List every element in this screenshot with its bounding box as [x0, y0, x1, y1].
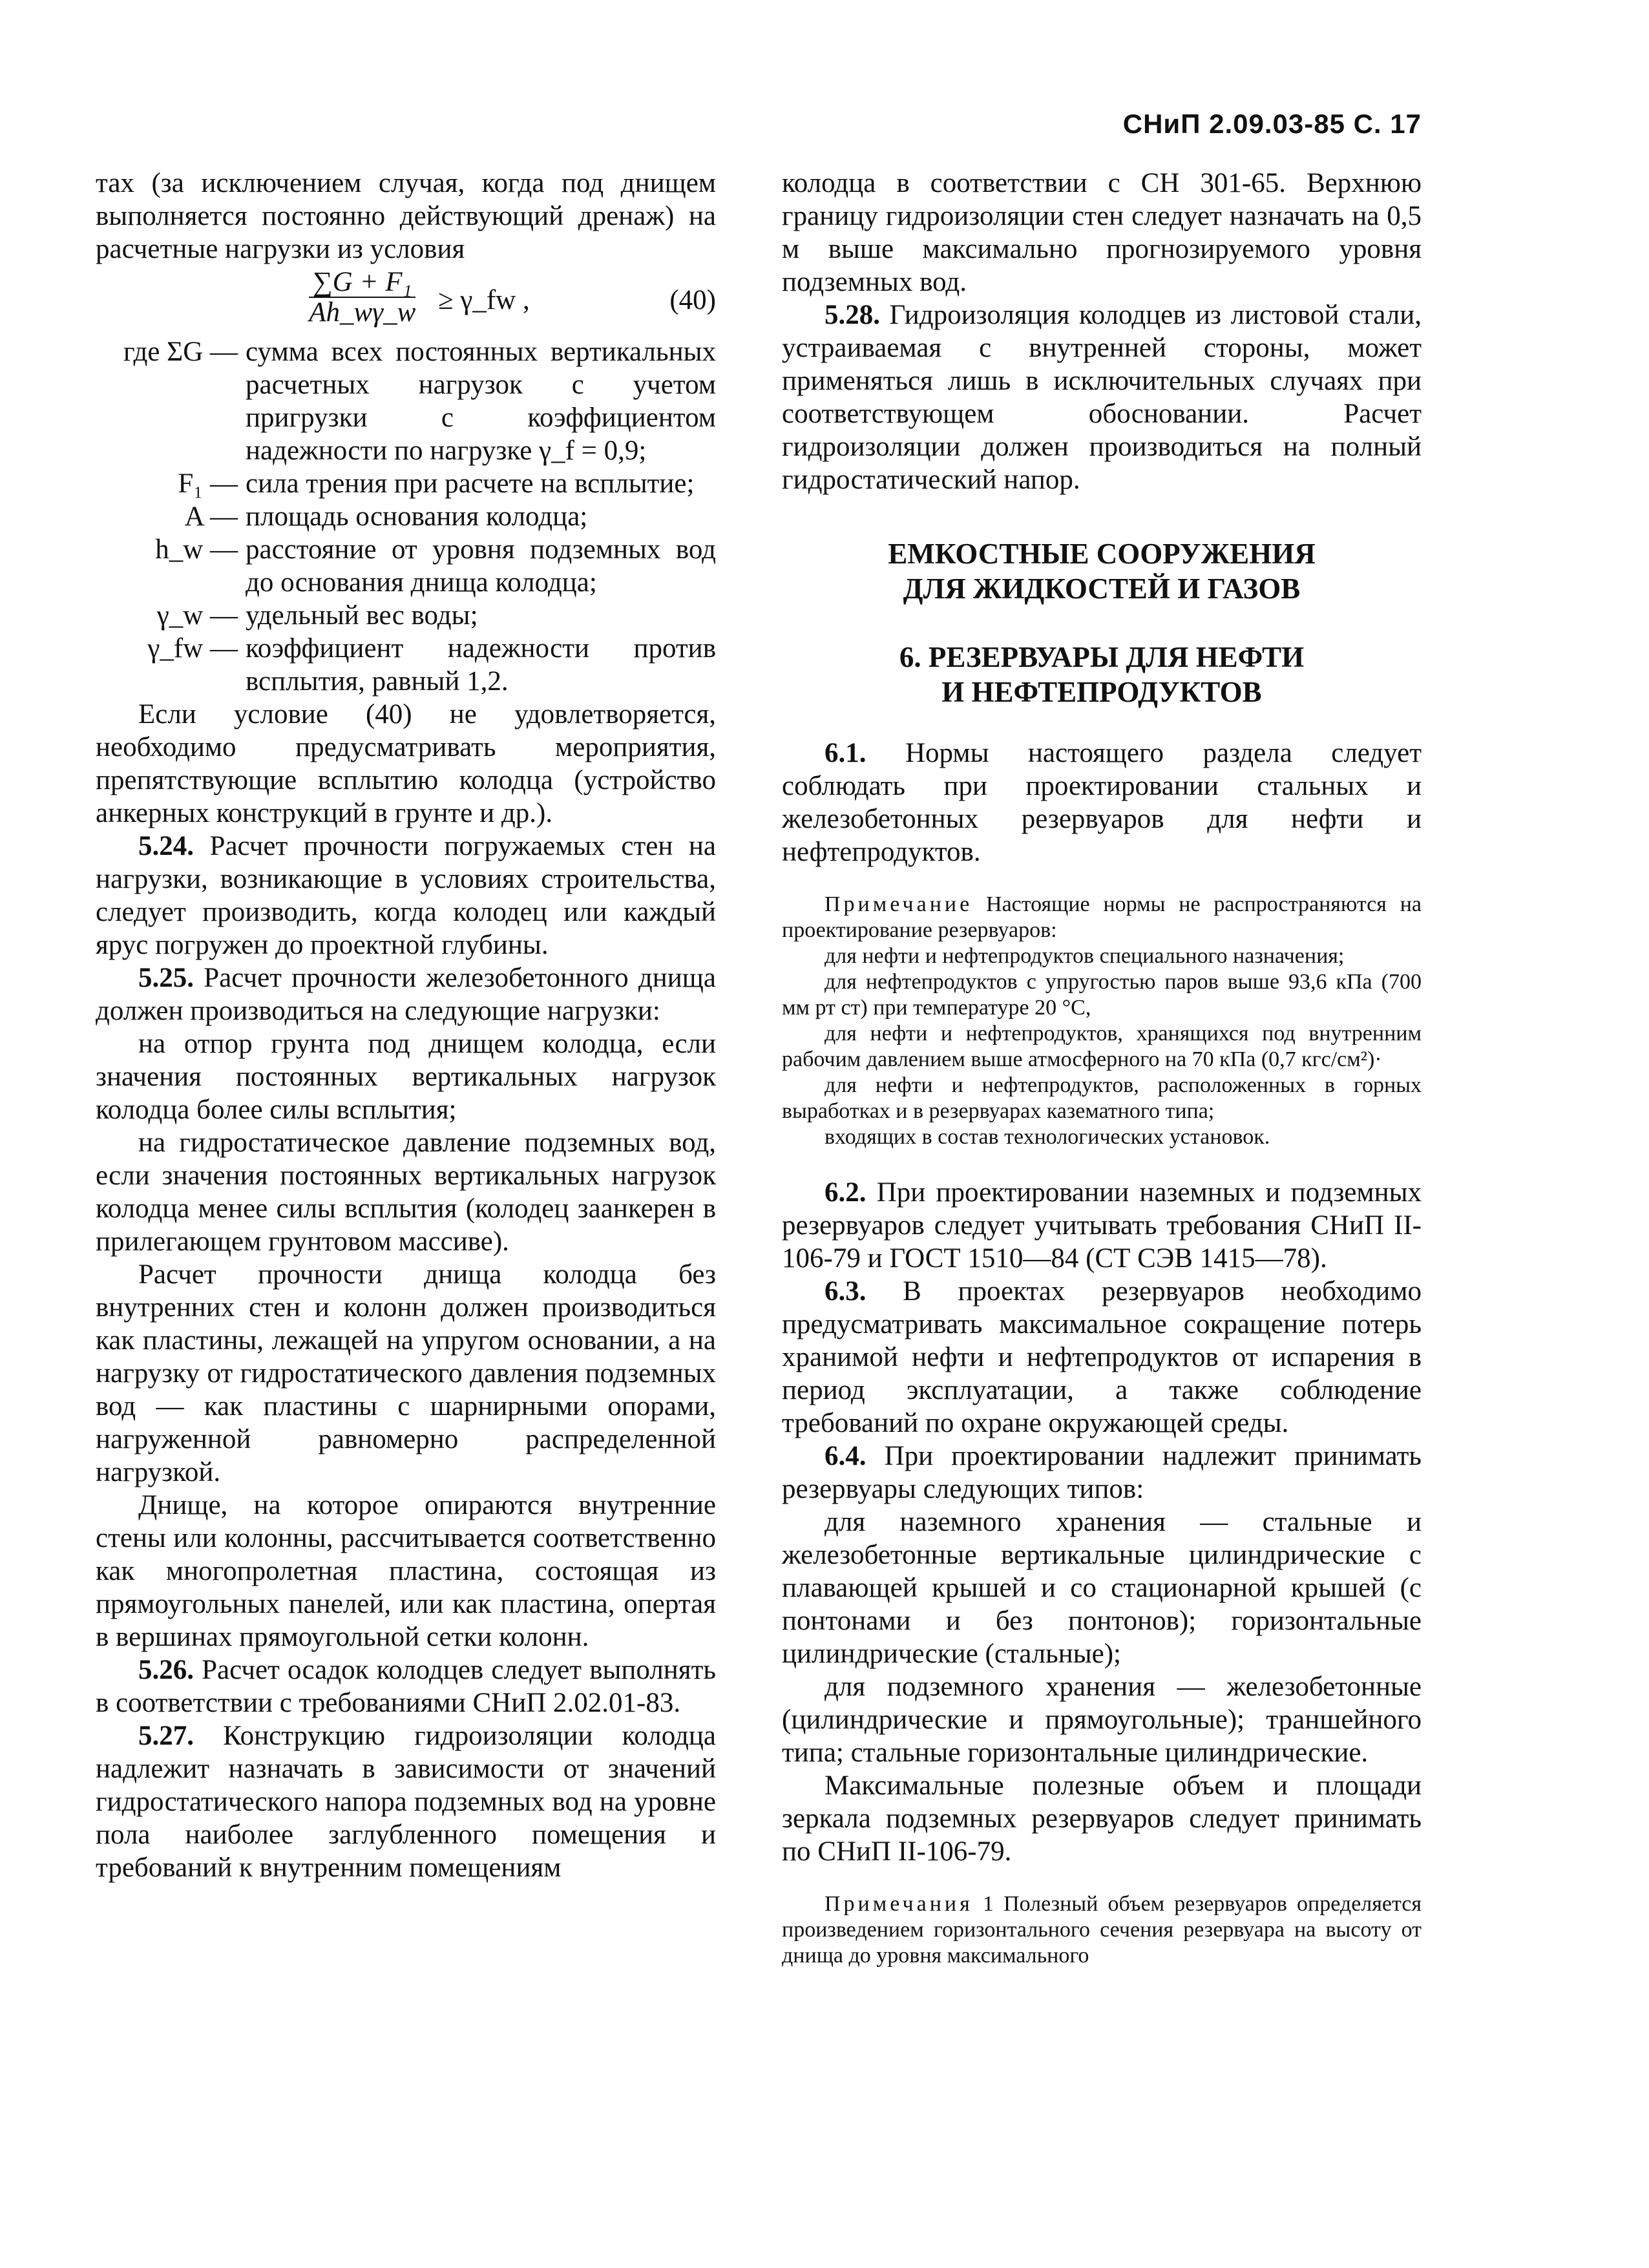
note-block: [782, 892, 1422, 1150]
note-item: для нефти и нефтепродуктов специального назначения;: [824, 944, 1345, 968]
clause-5-27: [96, 1719, 716, 1884]
note-text: Настоящие нормы не распространяются на проектирование резервуаров:: [782, 892, 1422, 942]
clause-5-26: [96, 1654, 716, 1719]
definition-text: сумма всех постоянных вертикальных расчетных нагрузок с учетом пригрузки с коэффициентом надежности по нагрузке γ_f = 0,9;: [246, 337, 716, 466]
note-item: для нефтепродуктов с упругостью паров выше 93,6 кПа (700 мм рт ст) при температуре 20 °С,: [782, 970, 1422, 1020]
paragraph: Максимальные полезные объем и площади зеркала подземных резервуаров следует принимать по СНиП II-106-79.: [782, 1770, 1422, 1867]
clause-6-2: [782, 1176, 1422, 1275]
note-block: [782, 1891, 1422, 1969]
paragraph: для подземного хранения — железобетонные (цилиндрические и прямоугольные); траншейного типа; стальные горизонтальные цилиндрические.: [782, 1672, 1422, 1768]
definition-term: где ΣG —: [123, 337, 238, 367]
note-label: Примечания: [824, 1892, 973, 1916]
page-header: СНиП 2.09.03-85 С. 17: [1122, 109, 1422, 139]
definition-item: [96, 632, 716, 698]
formula-40: [96, 266, 716, 335]
section-heading-line: ЕМКОСТНЫЕ СООРУЖЕНИЯ: [888, 538, 1316, 570]
note-item: для нефти и нефтепродуктов, хранящихся под внутренним рабочим давлением выше атмосферного на 70 кПа (0,7 кгс/см²)·: [782, 1022, 1422, 1071]
clause-text: Нормы настоящего раздела следует соблюдать при проектировании стальных и железобетонных резервуаров для нефти и нефтепродуктов.: [782, 738, 1422, 867]
formula-inequality: ≥ γ_fw ,: [438, 285, 530, 315]
definition-term: h_w —: [155, 534, 238, 565]
section-heading-line: ДЛЯ ЖИДКОСТЕЙ И ГАЗОВ: [903, 572, 1301, 605]
chapter-heading: [782, 640, 1422, 709]
clause-number: 5.25.: [138, 963, 194, 993]
formula-numerator: ∑G + F₁: [309, 268, 415, 298]
clause-6-1: [782, 737, 1422, 868]
paragraph: Расчет прочности днища колодца без внутренних стен и колонн должен производиться как пластины, лежащей на упругом основании, а на нагрузку от гидростатического давления подземных вод — как пластины с шарнирными опорами, нагруженной равномерно распределенной нагрузкой.: [96, 1259, 716, 1487]
clause-number: 6.4.: [824, 1441, 867, 1471]
clause-6-4: [782, 1440, 1422, 1506]
definition-item: [96, 335, 716, 467]
definition-term: A —: [184, 501, 238, 532]
clause-number: 6.3.: [824, 1276, 867, 1307]
definition-term: γ_fw —: [147, 633, 238, 664]
definition-text: удельный вес воды;: [246, 600, 478, 631]
clause-number: 5.24.: [138, 831, 194, 861]
definition-item: [96, 533, 716, 599]
clause-5-24: [96, 830, 716, 961]
clause-text: Расчет осадок колодцев следует выполнять в соответствии с требованиями СНиП 2.02.01-83.: [96, 1655, 716, 1718]
definition-text: расстояние от уровня подземных вод до основания днища колодца;: [246, 534, 716, 598]
note-text: 1 Полезный объем резервуаров определяется произведением горизонтального сечения резервуара на высоту от днища до уровня максимального: [782, 1892, 1422, 1968]
clause-text: При проектировании наземных и подземных резервуаров следует учитывать требования СНиП II-106-79 и ГОСТ 1510—84 (СТ СЭВ 1415—78).: [782, 1177, 1422, 1274]
clause-number: 5.27.: [138, 1721, 194, 1751]
note-intro: [782, 1891, 1422, 1969]
right-column: [782, 167, 1422, 1969]
clause-text: Расчет прочности погружаемых стен на нагрузки, возникающие в условиях строительства, следует производить, когда колодец или каждый ярус погружен до проектной глубины.: [96, 831, 716, 960]
clause-text: Гидроизоляция колодцев из листовой стали, устраиваемая с внутренней стороны, может применяться лишь в исключительных случаях при соответствующем обосновании. Расчет гидроизоляции должен производиться на полный гидростатический напор.: [782, 300, 1422, 495]
section-heading: [782, 536, 1422, 606]
clause-6-3: [782, 1275, 1422, 1440]
note-item: входящих в состав технологических установок.: [824, 1125, 1270, 1149]
clause-number: 6.1.: [824, 738, 867, 768]
clause-5-25: [96, 961, 716, 1027]
definition-text: площадь основания колодца;: [246, 501, 588, 532]
definition-term: F₁ —: [178, 468, 238, 499]
clause-number: 5.26.: [138, 1655, 194, 1685]
clause-number: 5.28.: [824, 300, 880, 330]
note-intro: [782, 892, 1422, 943]
chapter-heading-line: 6. РЕЗЕРВУАРЫ ДЛЯ НЕФТИ: [899, 641, 1305, 673]
chapter-heading-line: И НЕФТЕПРОДУКТОВ: [941, 676, 1262, 708]
paragraph: колодца в соответствии с СН 301-65. Верхнюю границу гидроизоляции стен следует назначать на 0,5 м выше максимально прогнозируемого уровня подземных вод.: [782, 168, 1422, 297]
definition-text: сила трения при расчете на всплытие;: [246, 468, 695, 499]
formula-fraction: [309, 268, 415, 328]
definition-item: [96, 467, 716, 500]
paragraph: на отпор грунта под днищем колодца, если значения постоянных вертикальных нагрузок колодца более силы всплытия;: [96, 1029, 716, 1125]
note-label: Примечание: [824, 892, 973, 916]
paragraph: тах (за исключением случая, когда под днищем выполняется постоянно действующий дренаж) на расчетные нагрузки из условия: [96, 168, 716, 264]
paragraph: для наземного хранения — стальные и железобетонные вертикальные цилиндрические с плавающей крышей и со стационарной крышей (с понтонами и без понтонов); горизонтальные цилиндрические (стальные);: [782, 1507, 1422, 1669]
definition-list: [96, 335, 716, 698]
clause-text: В проектах резервуаров необходимо предусматривать максимальное сокращение потерь хранимой нефти и нефтепродуктов от испарения в период эксплуатации, а также соблюдение требований по охране окружающей среды.: [782, 1276, 1422, 1438]
clause-5-28: [782, 299, 1422, 496]
left-column: [96, 167, 716, 1884]
definition-item: [96, 500, 716, 533]
paragraph: на гидростатическое давление подземных вод, если значения постоянных вертикальных нагрузок колодца менее силы всплытия (колодец заанкерен в прилегающем грунтовом массиве).: [96, 1128, 716, 1257]
paragraph: Если условие (40) не удовлетворяется, необходимо предусматривать мероприятия, препятствующие всплытию колодца (устройство анкерных конструкций в грунте и др.).: [96, 699, 716, 828]
clause-text: Расчет прочности железобетонного днища должен производиться на следующие нагрузки:: [96, 963, 716, 1026]
formula-denominator: Ah_wγ_w: [309, 297, 416, 328]
definition-text: коэффициент надежности против всплытия, равный 1,2.: [246, 633, 716, 697]
clause-text: При проектировании надлежит принимать резервуары следующих типов:: [782, 1441, 1422, 1504]
definition-term: γ_w —: [156, 600, 238, 631]
note-item: для нефти и нефтепродуктов, расположенных в горных выработках и в резервуарах казематного типа;: [782, 1073, 1422, 1123]
clause-text: Конструкцию гидроизоляции колодца надлежит назначать в зависимости от значений гидростатического напора подземных вод на уровне пола наиболее заглубленного помещения и требований к внутренним помещениям: [96, 1721, 716, 1883]
definition-item: [96, 599, 716, 632]
paragraph: Днище, на которое опираются внутренние стены или колонны, рассчитывается соответственно как многопролетная пластина, состоящая из прямоугольных панелей, или как пластина, опертая в вершинах прямоугольной сетки колонн.: [96, 1490, 716, 1652]
clause-number: 6.2.: [824, 1177, 867, 1208]
formula-number: (40): [669, 285, 716, 315]
